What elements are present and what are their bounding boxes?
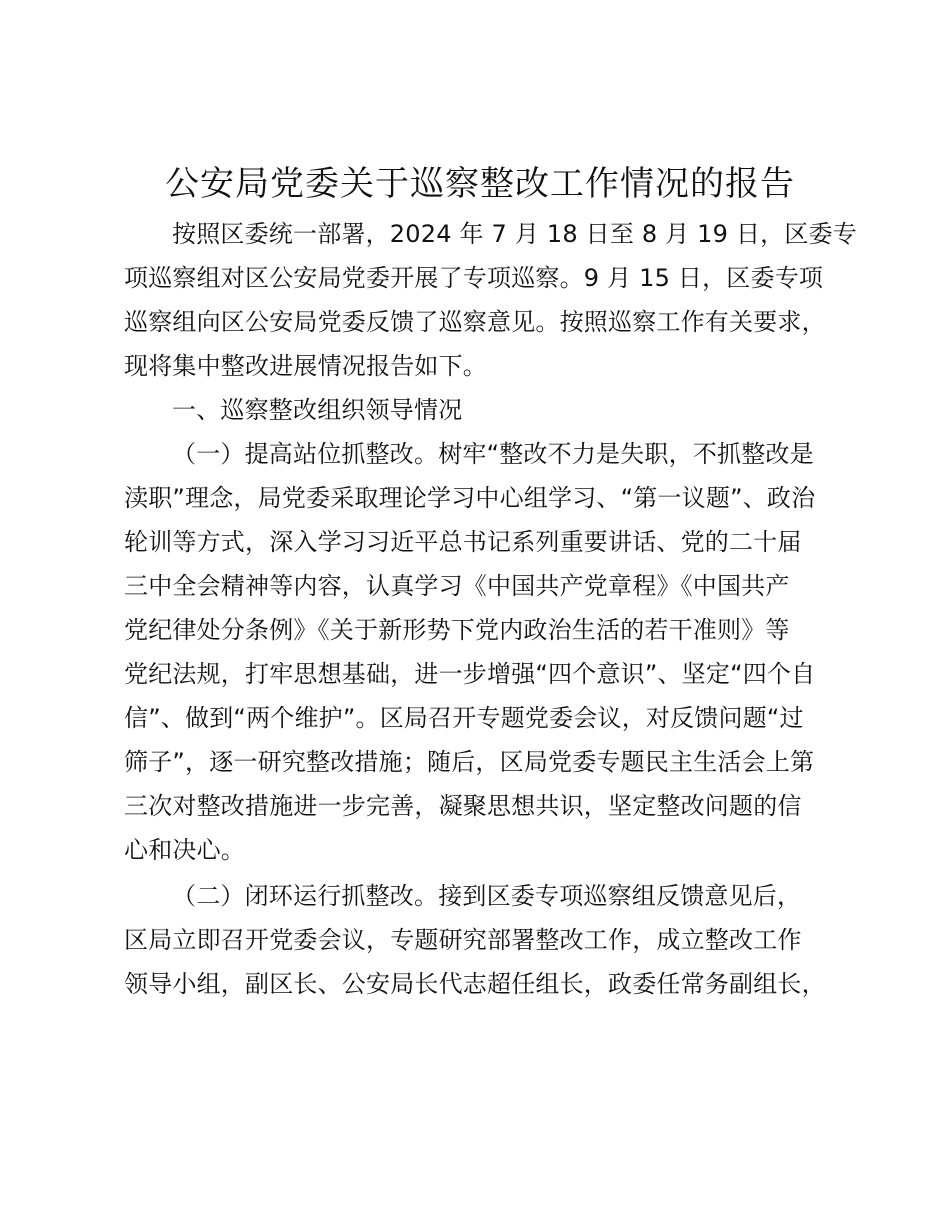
paragraph-line: 三次对整改措施进一步完善，凝聚思想共识，坚定整改问题的信	[124, 792, 802, 820]
paragraph-line: 现将集中整改进展情况报告如下。	[124, 352, 487, 380]
paragraph-line: 区局立即召开党委会议，专题研究部署整改工作，成立整改工作	[124, 926, 802, 954]
paragraph-line: 项巡察组对区公安局党委开展了专项巡察。9 月 15 日，区委专项	[124, 264, 824, 292]
paragraph-line: 信”、做到“两个维护”。区局召开专题党委会议，对反馈问题“过	[124, 704, 804, 732]
paragraph-line: 渎职”理念，局党委采取理论学习中心组学习、“第一议题”、政治	[124, 484, 816, 512]
paragraph-line: 三中全会精神等内容，认真学习《中国共产党章程》《中国共产	[124, 572, 790, 600]
paragraph-line: 心和决心。	[124, 836, 245, 864]
paragraph-line: 巡察组向区公安局党委反馈了巡察意见。按照巡察工作有关要求，	[124, 308, 826, 336]
paragraph-line: 党纪法规，打牢思想基础，进一步增强“四个意识”、坚定“四个自	[124, 660, 816, 688]
paragraph-line: 轮训等方式，深入学习习近平总书记系列重要讲话、党的二十届	[124, 528, 802, 556]
paragraph-line: 领导小组，副区长、公安局长代志超任组长，政委任常务副组长，	[124, 970, 826, 998]
section-heading: 一、巡察整改组织领导情况	[172, 396, 463, 424]
paragraph-line: 按照区委统一部署，2024 年 7 月 18 日至 8 月 19 日，区委专	[172, 220, 857, 248]
document-title: 公安局党委关于巡察整改工作情况的报告	[165, 164, 795, 204]
paragraph-line: （一）提高站位抓整改。树牢“整改不力是失职，不抓整改是	[172, 440, 814, 468]
paragraph-line: （二）闭环运行抓整改。接到区委专项巡察组反馈意见后，	[172, 882, 802, 910]
paragraph-line: 筛子”，逐一研究整改措施；随后，区局党委专题民主生活会上第	[124, 748, 815, 776]
paragraph-line: 党纪律处分条例》《关于新形势下党内政治生活的若干准则》等	[124, 616, 790, 644]
